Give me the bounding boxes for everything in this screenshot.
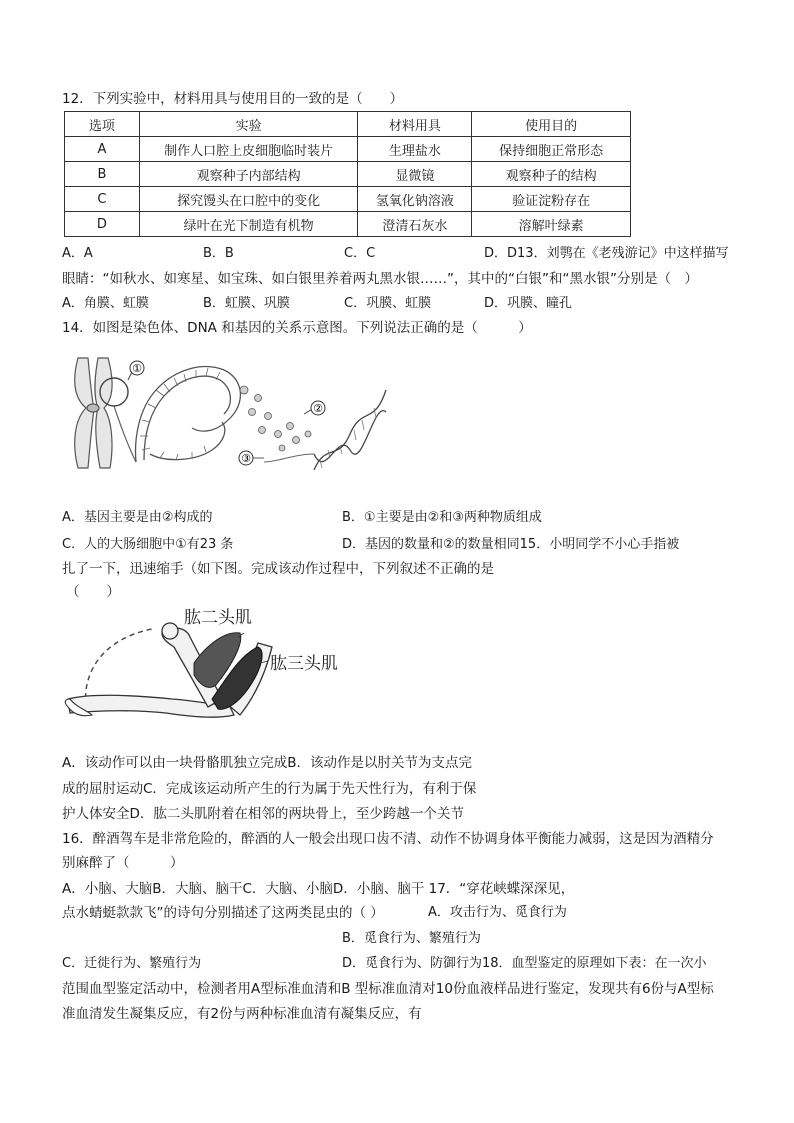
table-row	[65, 212, 631, 237]
figure-label-2: ②	[313, 402, 323, 415]
q16-options: A．小脑、大脑B．大脑、脑干C．大脑、小脑D．小脑、脑干 17．“穿花峡蝶深深见，	[62, 881, 575, 897]
table-cell: 氢氧化钠溶液	[358, 187, 472, 212]
q14-option-a: A．基因主要是由②构成的	[62, 510, 213, 525]
q18-stem-line-2: 准血清发生凝集反应，有2份与两种标准血清有凝集反应，有	[62, 1006, 422, 1022]
table-cell: 溶解叶绿素	[472, 212, 631, 237]
q15-blank: （ ）	[66, 584, 120, 600]
q17-option-d: D．觅食行为、防御行为18．血型鉴定的原理如下表：在一次小	[342, 956, 707, 971]
table-cell: 显微镜	[358, 162, 472, 187]
q12-option-b: B．B	[203, 246, 234, 261]
q15-options-line-3: 护人体安全D．肱二头肌附着在相邻的两块骨上，至少跨越一个关节	[62, 806, 464, 822]
table-cell: 保持细胞正常形态	[472, 137, 631, 162]
table-cell: B	[65, 162, 140, 187]
chromatin-coil-icon	[136, 367, 241, 462]
q14-option-d: D．基因的数量和②的数量相同15．小明同学不小心手指被	[342, 537, 680, 552]
chromosome-dna-gene-diagram	[64, 350, 394, 480]
table-cell: 澄清石灰水	[358, 212, 472, 237]
table-cell: 绿叶在光下制造有机物	[139, 212, 358, 237]
q13-option-c: C．巩膜、虹膜	[344, 296, 432, 311]
q14-option-c: C．人的大肠细胞中①有23 条	[62, 537, 234, 552]
chromosome-icon	[75, 358, 112, 468]
label-triceps: 肱三头肌	[270, 654, 338, 674]
table-cell: 制作人口腔上皮细胞临时装片	[139, 137, 358, 162]
q13-option-d: D．巩膜、瞳孔	[484, 296, 573, 311]
dna-helix-icon	[314, 390, 386, 470]
table-cell: D	[65, 212, 140, 237]
table-row	[65, 162, 631, 187]
q17-option-a: A．攻击行为、觅食行为	[428, 905, 567, 920]
figure-label-1: ①	[132, 362, 142, 375]
q17-option-c: C．迁徙行为、繁殖行为	[62, 956, 202, 971]
label-biceps: 肱二头肌	[184, 608, 252, 628]
q13-option-b: B．虹膜、巩膜	[203, 296, 290, 311]
q14-option-b: B．①主要是由②和③两种物质组成	[342, 510, 542, 525]
q17-option-b: B．觅食行为、繁殖行为	[342, 931, 481, 946]
q14-stem: 14．如图是染色体、DNA 和基因的关系示意图。下列说法正确的是（ ）	[62, 320, 532, 336]
q12-table	[64, 111, 631, 237]
q13-stem: 眼睛：“如秋水、如寒星、如宝珠、如白银里养着两丸黑水银……”，其中的“白银”和“黑水银”分别是（ ）	[62, 271, 698, 287]
q17-stem: 点水蜻蜓款款飞”的诗句分别描述了这两类昆虫的（ ）	[62, 905, 384, 921]
q12-stem: 12．下列实验中，材料用具与使用目的一致的是（ ）	[62, 91, 404, 107]
table-header: 实验	[139, 112, 358, 137]
table-row	[65, 187, 631, 212]
q12-option-a: A．A	[62, 246, 93, 261]
q15-options-line-1: A．该动作可以由一块骨骼肌独立完成B．该动作是以肘关节为支点完	[62, 755, 472, 771]
nucleosome-beads	[240, 386, 311, 451]
arm-muscle-diagram	[62, 603, 372, 723]
table-header: 使用目的	[472, 112, 631, 137]
table-cell: 生理盐水	[358, 137, 472, 162]
q15-options-line-2: 成的屈肘运动C．完成该运动所产生的行为属于先天性行为，有利于保	[62, 781, 477, 797]
q15-stem: 扎了一下，迅速缩手（如下图。完成该动作过程中，下列叙述不正确的是	[62, 561, 494, 577]
figure-label-3: ③	[241, 452, 251, 465]
table-header: 材料用具	[358, 112, 472, 137]
table-cell: C	[65, 187, 140, 212]
table-row	[65, 137, 631, 162]
q12-option-d: D．D13．刘鹗在《老残游记》中这样描写	[484, 246, 729, 261]
q16-stem-line-2: 别麻醉了（ ）	[62, 855, 184, 871]
table-cell: 观察种子的结构	[472, 162, 631, 187]
table-cell: 探究馒头在口腔中的变化	[139, 187, 358, 212]
table-cell: 观察种子内部结构	[139, 162, 358, 187]
table-header-row	[65, 112, 631, 137]
table-cell: 验证淀粉存在	[472, 187, 631, 212]
table-header: 选项	[65, 112, 140, 137]
q16-stem-line-1: 16．醉酒驾车是非常危险的，醉酒的人一般会出现口齿不清、动作不协调身体平衡能力减弱，这是因为酒精分	[62, 831, 714, 847]
q13-option-a: A．角膜、虹膜	[62, 296, 149, 311]
q12-option-c: C．C	[344, 246, 376, 261]
q18-stem-line-1: 范围血型鉴定活动中，检测者用A型标准血清和B 型标准血清对10份血液样品进行鉴定，发现共有6份与A型标	[62, 981, 714, 997]
table-cell: A	[65, 137, 140, 162]
